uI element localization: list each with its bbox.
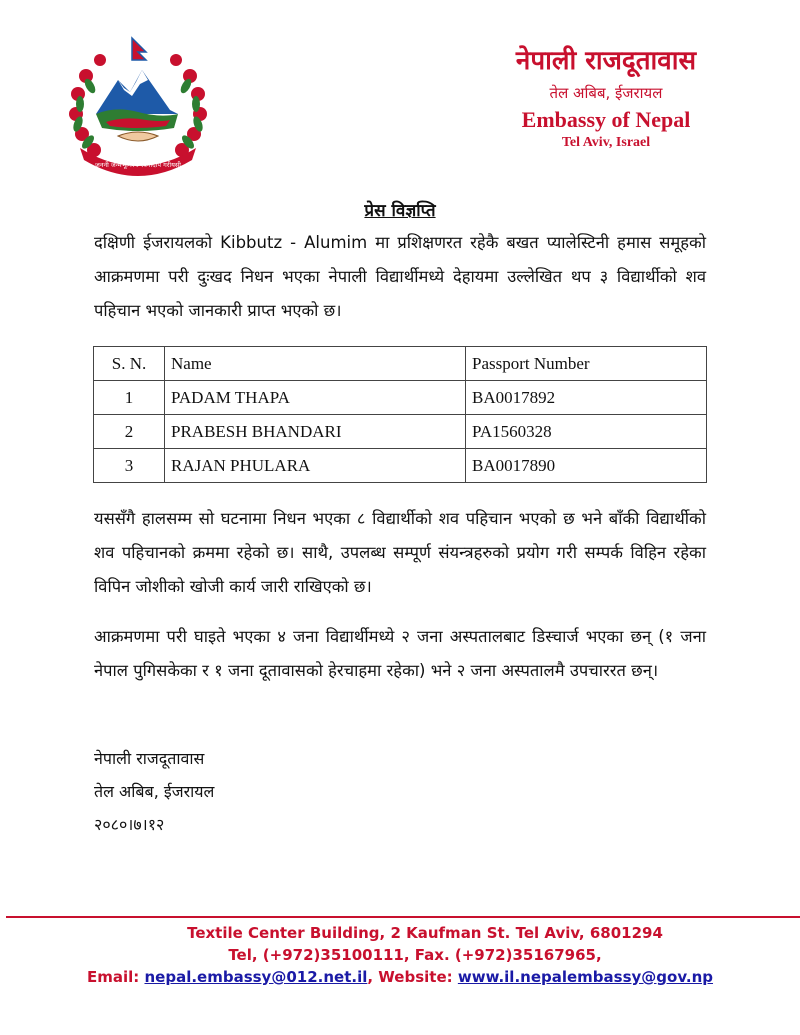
embassy-city-english: Tel Aviv, Israel <box>561 135 651 150</box>
website-link[interactable]: www.il.nepalembassy@gov.np <box>457 968 714 986</box>
emblem-motto: जननी जन्मभूमिश्च स्वर्गादपि गरीयसी <box>95 161 181 169</box>
footer <box>0 922 800 988</box>
names-table <box>93 346 707 483</box>
table-row <box>94 415 707 449</box>
signature-date: २०८०।७।१२ <box>94 815 165 834</box>
paragraph-1: दक्षिणी ईजरायलको Kibbutz - Alumim मा प्रशिक्षणरत रहेकै बखत प्यालेस्टिनी हमास समूहको आक्रमणमा परी दुःखद निधन भएका नेपाली विद्यार्थीमध्ये देहायमा उल्लेखित थप ३ विद्यार्थीको शव पहिचान भएको जानकारी प्राप्त भएको छ। <box>94 233 706 320</box>
embassy-city-nepali: तेल अबिब, ईजरायल <box>549 84 663 102</box>
cell-passport: BA0017892 <box>466 381 707 415</box>
table-row <box>94 449 707 483</box>
cell-name: RAJAN PHULARA <box>165 449 466 483</box>
footer-contact <box>0 966 800 988</box>
letterhead <box>506 46 706 152</box>
website-label: , Website: <box>367 968 453 986</box>
cell-sn: 2 <box>94 415 165 449</box>
document-title-wrap <box>0 198 800 221</box>
email-label: Email: <box>86 968 140 986</box>
cell-passport: PA1560328 <box>466 415 707 449</box>
column-header-passport: Passport Number <box>466 347 707 381</box>
paragraph-2: यससँगै हालसम्म सो घटनामा निधन भएका ८ विद्यार्थीको शव पहिचान भएको छ भने बाँकी विद्यार्थीको शव पहिचानको क्रममा रहेको छ। साथै, उपलब्ध सम्पूर्ण संयन्त्रहरुको प्रयोग गरी सम्पर्क विहिन रहेका विपिन जोशीको खोजी कार्य जारी राखिएको छ। <box>94 509 706 596</box>
email-link[interactable]: nepal.embassy@012.net.il <box>144 968 368 986</box>
table-header-row <box>94 347 707 381</box>
table-row <box>94 381 707 415</box>
column-header-name: Name <box>165 347 466 381</box>
document-title: प्रेस विज्ञप्ति <box>364 201 436 221</box>
cell-name: PADAM THAPA <box>165 381 466 415</box>
paragraph-3: आक्रमणमा परी घाइते भएका ४ जना विद्यार्थीमध्ये २ जना अस्पतालबाट डिस्चार्ज भएका छन् (१ जना नेपाल पुगिसकेका र १ जना दूतावासको हेरचाहमा रहेका) भने २ जना अस्पतालमै उपचाररत छन्। <box>94 627 706 680</box>
cell-name: PRABESH BHANDARI <box>165 415 466 449</box>
footer-divider <box>6 916 800 918</box>
embassy-name-nepali: नेपाली राजदूतावास <box>515 46 697 76</box>
footer-address: Textile Center Building, 2 Kaufman St. Tel Aviv, 6801294 <box>187 924 663 942</box>
cell-sn: 3 <box>94 449 165 483</box>
signature-city: तेल अबिब, ईजरायल <box>94 782 215 801</box>
column-header-sn: S. N. <box>94 347 165 381</box>
embassy-name-english: Embassy of Nepal <box>521 107 691 132</box>
cell-passport: BA0017890 <box>466 449 707 483</box>
nepal-emblem <box>66 36 210 176</box>
signature-block <box>94 742 214 841</box>
cell-sn: 1 <box>94 381 165 415</box>
footer-phone-fax: Tel, (+972)35100111, Fax. (+972)35167965, <box>228 946 602 964</box>
signature-embassy: नेपाली राजदूतावास <box>94 749 205 768</box>
